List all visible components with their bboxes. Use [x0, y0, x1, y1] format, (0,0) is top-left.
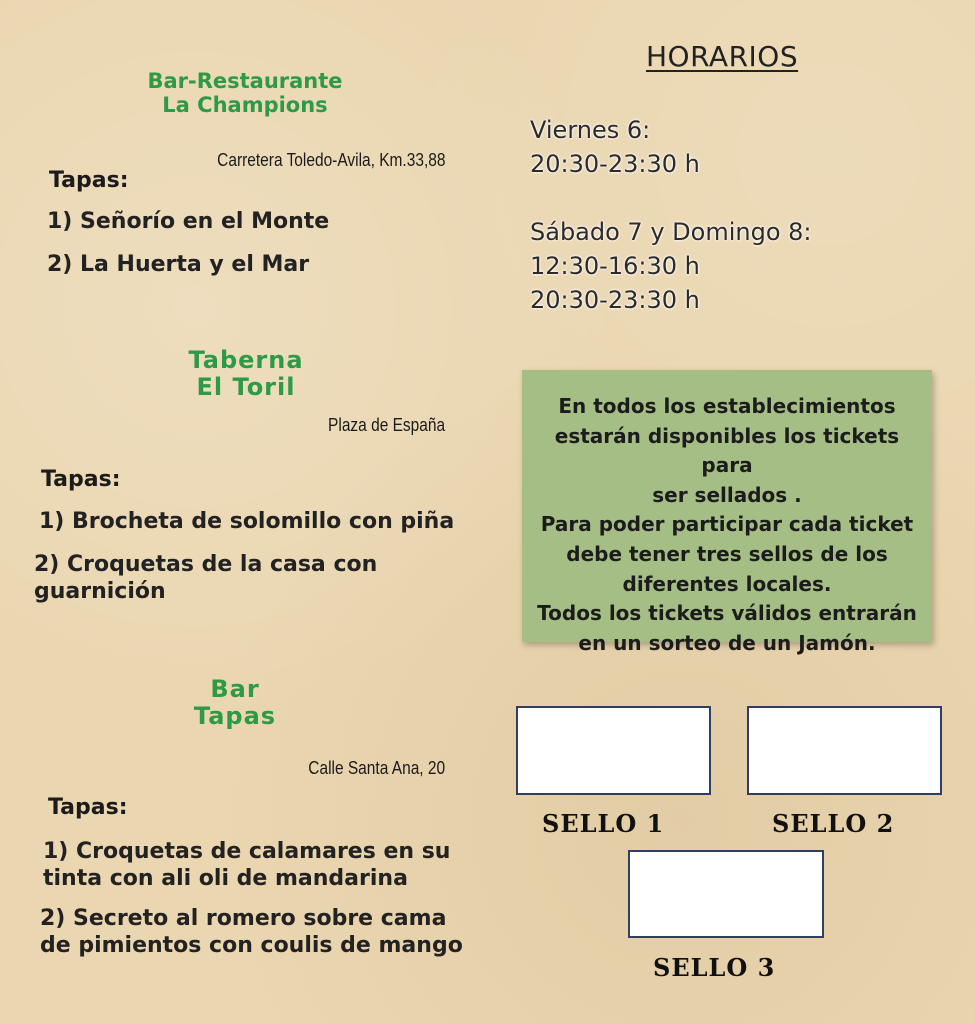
stamp-box-3 [628, 850, 824, 938]
info-line-8: en un sorteo de un Jamón. [578, 630, 876, 655]
friday-label: Viernes 6: [530, 116, 651, 144]
venue-1-tapas-label: Tapas: [49, 168, 129, 193]
stamp-box-2 [747, 706, 942, 795]
info-line-4: Para poder participar cada ticket [540, 512, 914, 537]
venue-1-name-line2: La Champions [162, 92, 328, 117]
venue-2-address: Plaza de España [327, 415, 445, 435]
info-line-1: En todos los establecimientos [558, 394, 896, 418]
venue-1-name-line1: Bar-Restaurante [147, 69, 343, 93]
venue-3-address: Calle Santa Ana, 20 [308, 758, 445, 778]
venue-1-name [95, 70, 395, 117]
weekend-hours-2: 20:30-23:30 h [530, 286, 700, 315]
venue-3-name-line2: Tapas [193, 701, 277, 730]
info-line-2: estarán disponibles los tickets para [554, 423, 900, 478]
venue-3-name [85, 676, 385, 730]
horarios-title: HORARIOS [646, 40, 799, 73]
venue-3-dish-2: 2) Secreto al romero sobre cama de pimientos con coulis de mango [40, 906, 463, 958]
weekend-hours-1: 12:30-16:30 h [530, 252, 700, 281]
venue-1-dish-1: 1) Señorío en el Monte [47, 209, 330, 234]
venue-3-tapas-label: Tapas: [48, 795, 128, 820]
friday-hours: 20:30-23:30 h [530, 150, 700, 179]
info-line-6: diferentes locales. [622, 571, 832, 596]
stamp-label-2: SELLO 2 [772, 809, 895, 838]
stamp-box-1 [516, 706, 711, 795]
venue-2-name-line1: Taberna [188, 346, 304, 374]
schedule [530, 113, 950, 317]
info-box [522, 370, 932, 655]
venue-1-address: Carretera Toledo-Avila, Km.33,88 [216, 150, 445, 170]
venue-3-dish-1: 1) Croquetas de calamares en su tinta con ali oli de mandarina [43, 839, 451, 891]
venue-2-name [96, 347, 396, 401]
weekend-label: Sábado 7 y Domingo 8: [530, 218, 812, 247]
info-line-3: ser sellados . [652, 482, 802, 507]
venue-2-tapas-label: Tapas: [41, 467, 121, 492]
venue-2-dish-1: 1) Brocheta de solomillo con piña [39, 509, 455, 534]
info-line-7: Todos los tickets válidos entrarán [537, 601, 917, 626]
info-line-5: debe tener tres sellos de los [566, 541, 888, 566]
venue-2-dish-2: 2) Croquetas de la casa con guarnición [34, 552, 378, 604]
venue-3-name-line1: Bar [210, 675, 260, 703]
stamp-label-1: SELLO 1 [542, 809, 665, 838]
venue-2-name-line2: El Toril [196, 372, 296, 401]
stamp-label-3: SELLO 3 [653, 953, 776, 982]
venue-1-dish-2: 2) La Huerta y el Mar [47, 252, 310, 277]
